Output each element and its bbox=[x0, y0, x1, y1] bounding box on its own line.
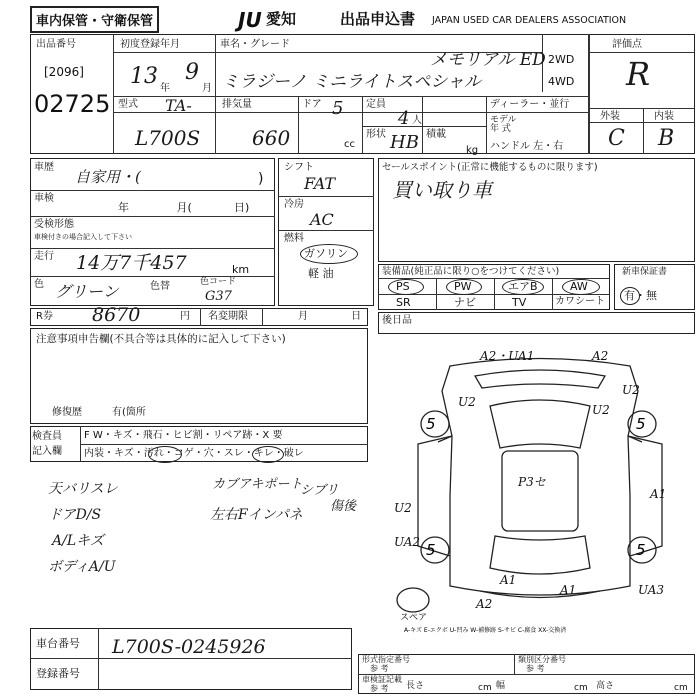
svg-text:スペア: スペア bbox=[400, 613, 428, 623]
chassis-value: L700S-0245926 bbox=[112, 636, 266, 658]
fuel-gas-circle bbox=[300, 244, 358, 264]
model-value: L700S bbox=[135, 126, 201, 150]
brand: 愛知 bbox=[266, 10, 297, 28]
name-value: ミラジーノ ミニライトスペシャル bbox=[222, 72, 482, 92]
form-subtitle: JAPAN USED CAR DEALERS ASSOCIATION bbox=[432, 15, 627, 26]
lot-number: 02725 bbox=[34, 90, 111, 118]
use-value: 自家用・( bbox=[75, 168, 141, 186]
int-grade: B bbox=[658, 126, 675, 151]
color-value: グリーン bbox=[55, 282, 119, 301]
reg-month: 9 bbox=[185, 60, 199, 85]
recycle-value: 8670 bbox=[92, 304, 141, 326]
cc-value: 660 bbox=[252, 126, 291, 150]
form-title: 出品申込書 bbox=[340, 10, 416, 28]
name-label: 車名・グレード bbox=[220, 39, 290, 50]
tire-depth-rr: 5 bbox=[636, 541, 646, 559]
ac-value: AC bbox=[310, 210, 334, 229]
tire-depth-fr: 5 bbox=[636, 415, 646, 433]
svg-text:U2: U2 bbox=[622, 383, 640, 397]
svg-text:U2: U2 bbox=[394, 501, 412, 515]
tire-depth-fl: 5 bbox=[426, 415, 436, 433]
damage-legend: A-キズ E-エクボ U-凹み W-補修跡 S-サビ C-腐食 XX-交換済 bbox=[404, 627, 567, 634]
pw-circle bbox=[446, 279, 482, 295]
svg-text:A1: A1 bbox=[650, 487, 667, 501]
svg-text:UA2: UA2 bbox=[394, 535, 421, 549]
score-value: R bbox=[626, 55, 651, 93]
tire-depth-rl: 5 bbox=[426, 541, 436, 559]
svg-text:U2: U2 bbox=[458, 395, 476, 409]
svg-text:A1: A1 bbox=[560, 583, 577, 597]
shift-value: FAT bbox=[304, 174, 336, 193]
svg-text:P3セ: P3セ bbox=[518, 475, 546, 489]
aw-circle bbox=[562, 279, 600, 295]
lot-sub: [2096] bbox=[44, 65, 84, 79]
sales-point-box bbox=[378, 158, 695, 262]
aftermarket-box bbox=[378, 312, 695, 334]
lot-label: 出品番号 bbox=[36, 39, 76, 50]
svg-text:A2: A2 bbox=[476, 597, 493, 611]
ju-logo: JU bbox=[238, 8, 262, 32]
car-damage-diagram bbox=[380, 336, 695, 636]
sales-point-value: 買い取り車 bbox=[392, 178, 492, 202]
storage-tag: 車内保管・守衛保管 bbox=[30, 6, 159, 33]
svg-text:UA3: UA3 bbox=[638, 583, 665, 597]
score-label: 評価点 bbox=[612, 39, 642, 50]
svg-text:U2: U2 bbox=[592, 403, 610, 417]
grade-note: メモリアル ED bbox=[430, 50, 546, 70]
svg-text:A2: A2 bbox=[592, 349, 609, 363]
airbag-circle bbox=[502, 279, 544, 295]
reg-label: 初度登録年月 bbox=[120, 39, 180, 50]
ps-circle bbox=[388, 279, 424, 295]
mileage-value: 14万7千457 bbox=[76, 252, 187, 274]
svg-text:A2・UA1: A2・UA1 bbox=[480, 349, 535, 363]
svg-text:A1: A1 bbox=[500, 573, 517, 587]
color-code: G37 bbox=[205, 289, 232, 304]
reg-year: 13 bbox=[130, 64, 158, 89]
ext-grade: C bbox=[608, 126, 625, 151]
